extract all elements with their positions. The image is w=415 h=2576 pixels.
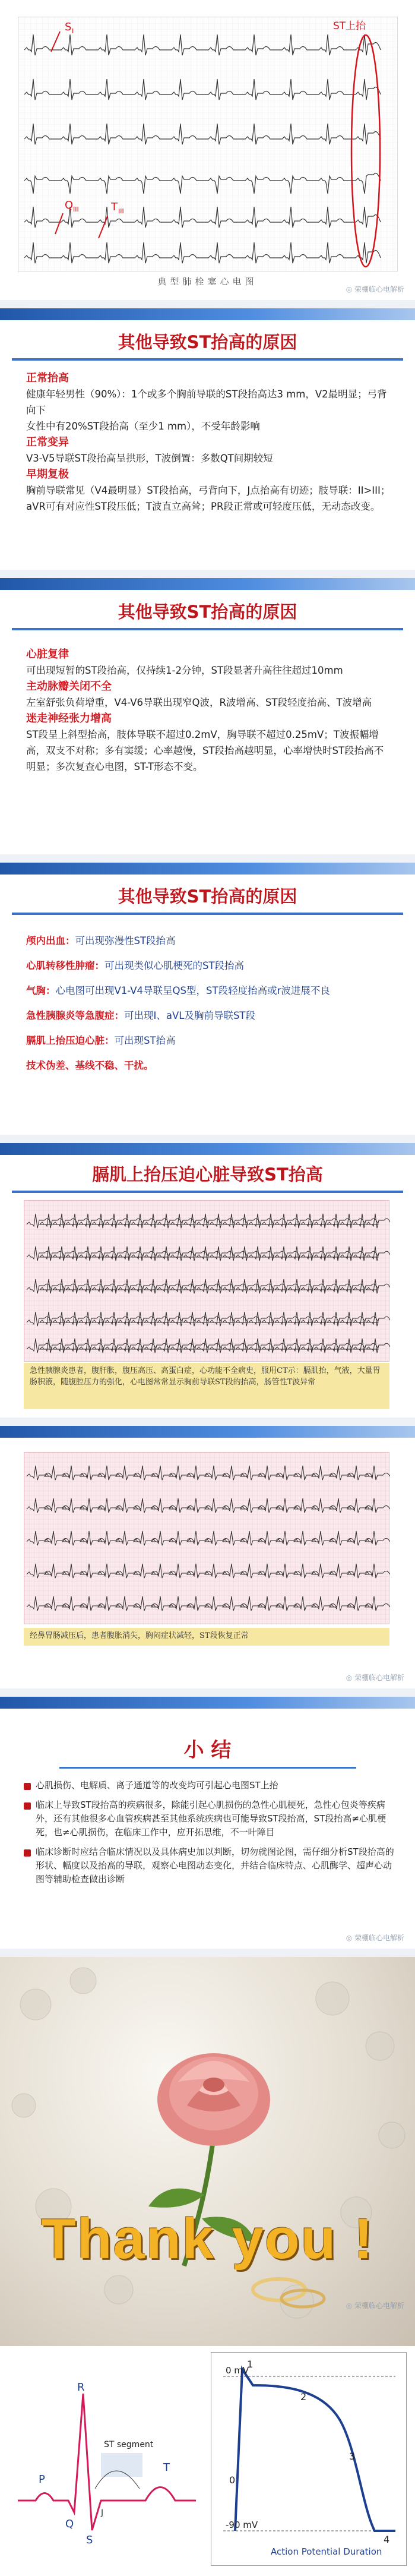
cause-head: 技术伪差、基线不稳、干扰。 (26, 1060, 154, 1071)
t3-sub: III (118, 207, 124, 215)
slide-title: 其他导致ST抬高的原因 (12, 594, 403, 630)
watermark: ◎ 荣棚临心电解析 (346, 1933, 404, 1943)
other-causes-slide-2 (0, 578, 415, 854)
t3-label: T (111, 201, 118, 213)
cause-head: 膈肌上抬压迫心脏： (26, 1035, 115, 1046)
t-label: T (163, 2461, 170, 2474)
cause-item (26, 1057, 391, 1074)
summary-slide (0, 1697, 415, 1949)
q3-sub: III (73, 206, 79, 213)
diaphragm-slide (0, 1143, 415, 1418)
waveform-diagrams (0, 2346, 415, 2576)
summary-list (24, 1779, 395, 1892)
ecg-trace (24, 1201, 390, 1362)
cause-head: 心肌转移性肿瘤： (26, 960, 104, 971)
other-causes-slide-3 (0, 863, 415, 1135)
watermark: ◎ 荣棚临心电解析 (346, 284, 404, 294)
slide-title: 膈肌上抬压迫心脏导致ST抬高 (12, 1156, 403, 1193)
summary-item (24, 1779, 395, 1792)
summary-title: 小 结 (183, 1738, 232, 1762)
q-label: Q (65, 2518, 74, 2530)
st-up-label: ST上抬 (333, 20, 366, 32)
cause-item (26, 958, 391, 974)
zero-mv-label: 0 mV (226, 2365, 249, 2376)
svg-text:1: 1 (247, 2359, 254, 2370)
heading-aortic: 主动脉瓣关闭不全 (26, 680, 112, 693)
normal-st-elevation-slide (0, 308, 415, 570)
cause-text: 可出现弥漫性ST段抬高 (75, 935, 176, 946)
paragraph: 健康年轻男性（90%）：1个或多个胸前导联的ST段抬高达3 mm，V2最明显；弓背向下 (26, 389, 387, 416)
apd-caption: Action Potential Duration (271, 2546, 382, 2557)
s-label: S (86, 2534, 93, 2546)
summary-item (24, 1845, 395, 1886)
p-label: P (39, 2473, 45, 2486)
ecg-trace (18, 17, 398, 273)
cause-head: 颅内出血： (26, 935, 75, 946)
ecg-strip (18, 17, 398, 272)
slide-title: 其他导致ST抬高的原因 (12, 878, 403, 915)
paragraph: V3-V5导联ST段抬高呈拱形，T波倒置：多数QT间期较短 (26, 453, 273, 464)
ecg-12-lead (24, 1200, 389, 1362)
rose-flower (157, 2053, 270, 2146)
summary-text: 心肌损伤、电解质、离子通道等的改变均可引起心电图ST上抬 (36, 1780, 278, 1791)
pulmonary-embolism-ecg-slide (0, 0, 415, 300)
q3-label: Q (65, 199, 74, 211)
rose-image (0, 1957, 415, 2346)
cause-text: 可出现类似心肌梗死的ST段抬高 (104, 960, 245, 971)
paragraph: 胸前导联常见（V4最明显）ST段抬高，弓背向下，J点抬高有切迹；肢导联：II>III；aVR可有对应性ST段压低；T波直立高耸；PR段正常或可轻度压低，无动态改变。 (26, 485, 391, 512)
cause-head: 气胸： (26, 985, 56, 996)
bullet-icon (24, 1783, 31, 1790)
svg-text:2: 2 (300, 2391, 307, 2403)
svg-text:3: 3 (349, 2451, 356, 2462)
cause-item (26, 1008, 391, 1024)
heading-variant: 正常变异 (26, 436, 69, 449)
thank-you-slide (0, 1957, 415, 2346)
paragraph: 可出现短暂的ST段抬高，仅持续1-2分钟，ST段显著升高往往超过10mm (26, 665, 343, 676)
post-decompression-slide (0, 1426, 415, 1688)
svg-text:0: 0 (229, 2474, 236, 2486)
cause-item (26, 933, 391, 949)
cause-text: 可出现ST抬高 (114, 1035, 176, 1046)
cause-item (26, 1033, 391, 1049)
cause-head: 急性胰腺炎等急腹症： (26, 1010, 124, 1021)
neg90-mv-label: -90 mV (226, 2520, 258, 2530)
heading-early-repol: 早期复极 (26, 468, 69, 481)
summary-text: 临床诊断时应结合临床情况以及具体病史加以判断，切勿就图论图，需仔细分析ST段抬高的形状、幅度以及抬高的导联，观察心电图动态变化，并结合临床特点、心肌酶学、超声心动图等辅助检查做出诊断 (36, 1846, 394, 1884)
action-potential-diagram (211, 2352, 407, 2566)
slide-title: 其他导致ST抬高的原因 (12, 324, 403, 361)
summary-text: 临床上导致ST段抬高的疾病很多，除能引起心肌损伤的急性心肌梗死，急性心包炎等疾病外，还有其他很多心血管疾病甚至其他系统疾病也可能导致ST段抬高，ST段抬高≠心肌梗死，也≠心肌损伤，在临床工作中，应开拓思维，不一叶障目 (36, 1800, 386, 1838)
case-note: 经鼻胃肠减压后，患者腹胀消失，胸闷症状减轻，ST段恢复正常 (24, 1628, 389, 1646)
heading-vagal: 迷走神经张力增高 (26, 712, 112, 725)
ecg-caption: 典型肺栓塞心电图 (157, 276, 258, 287)
svg-text:4: 4 (384, 2534, 390, 2545)
j-label: J (101, 2508, 104, 2518)
bullet-icon (24, 1849, 31, 1857)
ecg-12-lead (24, 1452, 389, 1624)
heading-normal: 正常抬高 (26, 372, 69, 384)
cause-text: 心电图可出现V1-V4导联呈QS型，ST段轻度抬高或r波进展不良 (55, 985, 330, 996)
cause-text: 可出现I、aVL及胸前导联ST段 (124, 1010, 256, 1021)
st-segment-label: ST segment (104, 2440, 154, 2449)
paragraph: 女性中有20%ST段抬高（至少1 mm），不受年龄影响 (26, 421, 260, 432)
paragraph: ST段呈上斜型抬高，肢体导联不超过0.2mV，胸导联不超过0.25mV；T波振幅增高，双支不对称；多有窦缓；心率越慢，ST段抬高越明显，心率增快时ST段抬高不明显；多次复查心电图，ST-T形态不变。 (26, 729, 384, 772)
case-note: 急性胰腺炎患者，腹肝胀，腹压高压、高蛋白症，心功能不全病史，服用CT示：膈肌抬，气液，大量胃肠积液，随腹腔压力的强化，心电图常常显示胸前导联ST段的抬高，肠管性T波异常 (24, 1363, 389, 1409)
ecg-trace (24, 1453, 390, 1625)
cause-item (26, 983, 391, 999)
bullet-icon (24, 1802, 31, 1810)
slide-body (26, 646, 391, 775)
r-label: R (77, 2381, 85, 2394)
paragraph: 左室舒张负荷增重，V4-V6导联出现窄Q波，R波增高、ST段轻度抬高、T波增高 (26, 697, 372, 708)
thank-you-text: Thank you ! (41, 2207, 374, 2271)
s1-sub: I (72, 27, 74, 35)
causes-list (26, 933, 391, 1082)
s1-label: S (65, 21, 72, 33)
watermark: ◎ 荣棚临心电解析 (346, 2300, 404, 2310)
slide-body (26, 370, 391, 514)
watermark: ◎ 荣棚临心电解析 (346, 1672, 404, 1682)
summary-item (24, 1798, 395, 1839)
heading-cardioversion: 心脏复律 (26, 648, 69, 661)
ecg-waveform-diagram (12, 2370, 202, 2548)
